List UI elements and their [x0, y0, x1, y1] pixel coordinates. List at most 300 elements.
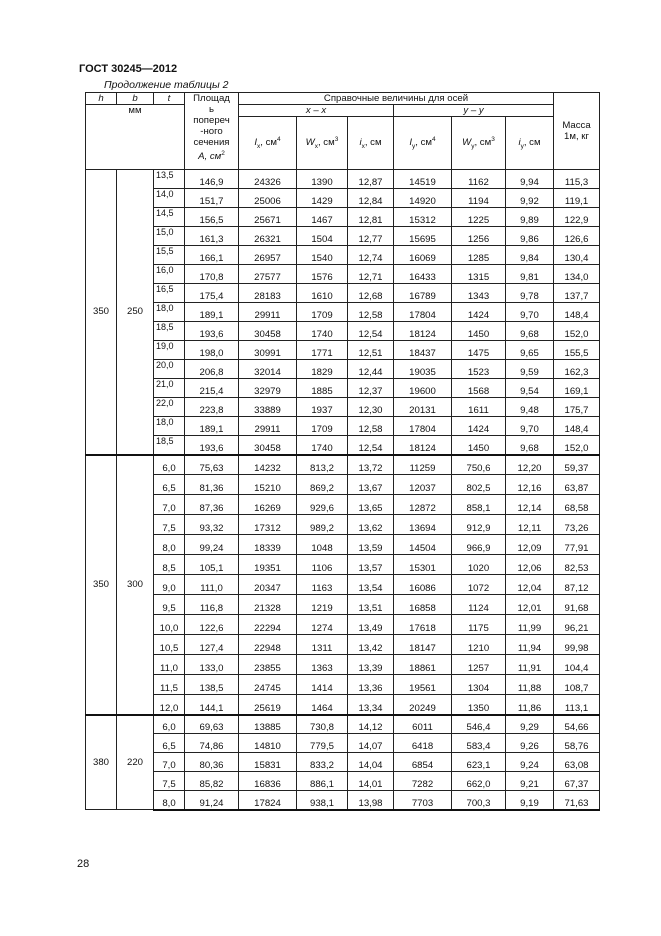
col-ry-header: $i_y$, см: [506, 117, 554, 170]
cell-wx: 1464: [297, 695, 348, 715]
cell-ix: 29911: [239, 417, 297, 436]
cell-area: 146,9: [185, 170, 239, 189]
cell-wy: 1304: [452, 675, 506, 695]
cell-t: 10,5: [154, 635, 185, 655]
cell-t: 22,0: [154, 398, 185, 417]
cell-t: 15,5: [154, 246, 185, 265]
cell-wy: 1257: [452, 655, 506, 675]
cell-wy: 1175: [452, 615, 506, 635]
cell-area: 75,63: [185, 455, 239, 475]
cell-rx: 12,37: [348, 379, 394, 398]
cell-ix: 21328: [239, 595, 297, 615]
cell-wx: 1390: [297, 170, 348, 189]
cell-wx: 1540: [297, 246, 348, 265]
cell-ry: 9,81: [506, 265, 554, 284]
cell-rx: 12,54: [348, 436, 394, 455]
cell-area: 127,4: [185, 635, 239, 655]
table-row: [86, 715, 600, 734]
cell-ix: 28183: [239, 284, 297, 303]
cell-rx: 12,71: [348, 265, 394, 284]
cell-wx: 1048: [297, 535, 348, 555]
cell-iy: 19561: [394, 675, 452, 695]
cell-mass: 99,98: [554, 635, 600, 655]
cell-rx: 13,57: [348, 555, 394, 575]
cell-t: 10,0: [154, 615, 185, 635]
col-h-header: h: [86, 93, 117, 105]
cell-rx: 13,49: [348, 615, 394, 635]
cell-ix: 32014: [239, 360, 297, 379]
cell-area: 80,36: [185, 753, 239, 772]
cell-iy: 14519: [394, 170, 452, 189]
cell-wx: 1363: [297, 655, 348, 675]
cell-ix: 14810: [239, 734, 297, 753]
cell-iy: 18147: [394, 635, 452, 655]
cell-t: 8,0: [154, 535, 185, 555]
cell-rx: 12,74: [348, 246, 394, 265]
cell-ry: 9,78: [506, 284, 554, 303]
cell-t: 21,0: [154, 379, 185, 398]
table-row: [86, 398, 600, 417]
cell-wx: 730,8: [297, 715, 348, 734]
cell-wy: 912,9: [452, 515, 506, 535]
cell-area: 99,24: [185, 535, 239, 555]
cell-rx: 14,07: [348, 734, 394, 753]
cell-area: 189,1: [185, 303, 239, 322]
cell-rx: 12,44: [348, 360, 394, 379]
col-area-header: Площад ь попереч -ного сечения А, $см^2$: [185, 93, 239, 170]
cell-wy: 1285: [452, 246, 506, 265]
cell-ix: 16269: [239, 495, 297, 515]
cell-ry: 9,84: [506, 246, 554, 265]
cell-mass: 77,91: [554, 535, 600, 555]
table-row: [86, 189, 600, 208]
table-row: [86, 417, 600, 436]
cell-rx: 14,12: [348, 715, 394, 734]
cell-wx: 929,6: [297, 495, 348, 515]
cell-rx: 13,67: [348, 475, 394, 495]
cell-mass: 169,1: [554, 379, 600, 398]
cell-area: 170,8: [185, 265, 239, 284]
table-row: [86, 615, 600, 635]
cell-t: 18,5: [154, 322, 185, 341]
col-wx-header: $W_x$, $см^3$: [297, 117, 348, 170]
cell-iy: 13694: [394, 515, 452, 535]
table-row: [86, 265, 600, 284]
cell-ix: 27577: [239, 265, 297, 284]
col-t-header: t: [154, 93, 185, 105]
cell-wy: 1162: [452, 170, 506, 189]
cell-t: 6,5: [154, 475, 185, 495]
cell-ix: 24745: [239, 675, 297, 695]
cell-rx: 12,51: [348, 341, 394, 360]
table-row: [86, 379, 600, 398]
cell-ix: 25619: [239, 695, 297, 715]
cell-iy: 18124: [394, 322, 452, 341]
cell-t: 11,5: [154, 675, 185, 695]
cell-wx: 1467: [297, 208, 348, 227]
cell-wy: 858,1: [452, 495, 506, 515]
cell-wx: 833,2: [297, 753, 348, 772]
col-b-header: b: [117, 93, 154, 105]
table-row: [86, 555, 600, 575]
cell-iy: 19035: [394, 360, 452, 379]
cell-ry: 9,68: [506, 322, 554, 341]
cell-wy: 1450: [452, 436, 506, 455]
cell-wx: 1771: [297, 341, 348, 360]
cell-ix: 29911: [239, 303, 297, 322]
cell-area: 198,0: [185, 341, 239, 360]
cell-rx: 13,59: [348, 535, 394, 555]
cell-t: 6,0: [154, 715, 185, 734]
cell-iy: 15301: [394, 555, 452, 575]
cell-ix: 30458: [239, 322, 297, 341]
cell-ry: 12,04: [506, 575, 554, 595]
cell-ry: 9,19: [506, 791, 554, 810]
cell-ix: 20347: [239, 575, 297, 595]
cell-area: 91,24: [185, 791, 239, 810]
table-row: [86, 675, 600, 695]
cell-rx: 13,72: [348, 455, 394, 475]
cell-wy: 1568: [452, 379, 506, 398]
table-row: [86, 322, 600, 341]
cell-mass: 91,68: [554, 595, 600, 615]
cell-ry: 12,20: [506, 455, 554, 475]
cell-ix: 15831: [239, 753, 297, 772]
cell-ix: 23855: [239, 655, 297, 675]
cell-mass: 152,0: [554, 322, 600, 341]
cell-wx: 779,5: [297, 734, 348, 753]
cell-t: 14,0: [154, 189, 185, 208]
table-row: [86, 303, 600, 322]
cell-t: 18,0: [154, 417, 185, 436]
cell-area: 175,4: [185, 284, 239, 303]
cell-iy: 16433: [394, 265, 452, 284]
cell-wy: 750,6: [452, 455, 506, 475]
cell-wy: 1350: [452, 695, 506, 715]
cell-t: 20,0: [154, 360, 185, 379]
cell-wx: 1885: [297, 379, 348, 398]
cell-area: 85,82: [185, 772, 239, 791]
cell-wy: 546,4: [452, 715, 506, 734]
cell-ry: 9,21: [506, 772, 554, 791]
cell-iy: 18124: [394, 436, 452, 455]
cell-ry: 12,09: [506, 535, 554, 555]
cell-iy: 11259: [394, 455, 452, 475]
cell-wy: 1424: [452, 417, 506, 436]
cell-iy: 15695: [394, 227, 452, 246]
cell-rx: 12,81: [348, 208, 394, 227]
cell-b: 250: [117, 170, 154, 455]
cell-mass: 59,37: [554, 455, 600, 475]
table-row: [86, 695, 600, 715]
cell-area: 144,1: [185, 695, 239, 715]
cell-mass: 71,63: [554, 791, 600, 810]
cell-mass: 104,4: [554, 655, 600, 675]
cell-wy: 583,4: [452, 734, 506, 753]
table-row: [86, 475, 600, 495]
cell-t: 8,0: [154, 791, 185, 810]
cell-wy: 1450: [452, 322, 506, 341]
cell-area: 215,4: [185, 379, 239, 398]
cell-wx: 1106: [297, 555, 348, 575]
cell-mass: 113,1: [554, 695, 600, 715]
cell-t: 7,5: [154, 515, 185, 535]
cell-area: 87,36: [185, 495, 239, 515]
cell-ry: 9,86: [506, 227, 554, 246]
cell-ix: 15210: [239, 475, 297, 495]
cell-ix: 16836: [239, 772, 297, 791]
cell-iy: 16069: [394, 246, 452, 265]
cell-wy: 802,5: [452, 475, 506, 495]
cell-wy: 662,0: [452, 772, 506, 791]
table-row: [86, 515, 600, 535]
table-row: [86, 360, 600, 379]
cell-wx: 1504: [297, 227, 348, 246]
cell-ry: 12,16: [506, 475, 554, 495]
cell-mass: 119,1: [554, 189, 600, 208]
table-row: [86, 495, 600, 515]
cell-wy: 1256: [452, 227, 506, 246]
cell-t: 8,5: [154, 555, 185, 575]
cell-wx: 886,1: [297, 772, 348, 791]
cell-iy: 6011: [394, 715, 452, 734]
cell-wx: 1219: [297, 595, 348, 615]
cell-area: 74,86: [185, 734, 239, 753]
cell-iy: 18437: [394, 341, 452, 360]
cell-wx: 989,2: [297, 515, 348, 535]
cell-ry: 9,70: [506, 303, 554, 322]
cell-ix: 25006: [239, 189, 297, 208]
table-body: [86, 170, 600, 810]
cell-t: 11,0: [154, 655, 185, 675]
cell-rx: 13,51: [348, 595, 394, 615]
cell-iy: 16086: [394, 575, 452, 595]
cell-t: 6,5: [154, 734, 185, 753]
cell-ry: 11,94: [506, 635, 554, 655]
cell-area: 206,8: [185, 360, 239, 379]
cell-t: 16,0: [154, 265, 185, 284]
cell-mass: 68,58: [554, 495, 600, 515]
cell-t: 16,5: [154, 284, 185, 303]
cell-area: 156,5: [185, 208, 239, 227]
cell-area: 166,1: [185, 246, 239, 265]
cell-t: 14,5: [154, 208, 185, 227]
cell-mass: 155,5: [554, 341, 600, 360]
cell-iy: 14920: [394, 189, 452, 208]
cell-mass: 58,76: [554, 734, 600, 753]
table-row: [86, 170, 600, 189]
cell-mass: 130,4: [554, 246, 600, 265]
cell-wx: 1937: [297, 398, 348, 417]
cell-mass: 54,66: [554, 715, 600, 734]
cell-rx: 13,36: [348, 675, 394, 695]
cell-iy: 12872: [394, 495, 452, 515]
cell-area: 189,1: [185, 417, 239, 436]
cell-rx: 12,58: [348, 417, 394, 436]
cell-ry: 11,99: [506, 615, 554, 635]
units-mm-header: мм: [86, 105, 185, 170]
cell-iy: 6418: [394, 734, 452, 753]
cell-iy: 7703: [394, 791, 452, 810]
cell-ry: 12,01: [506, 595, 554, 615]
cell-rx: 12,77: [348, 227, 394, 246]
table-row: [86, 341, 600, 360]
table-row: [86, 734, 600, 753]
cell-t: 9,0: [154, 575, 185, 595]
cell-ix: 32979: [239, 379, 297, 398]
cell-mass: 126,6: [554, 227, 600, 246]
cell-h: 380: [86, 715, 117, 810]
cell-ry: 9,48: [506, 398, 554, 417]
col-mass-header: Масса 1м, кг: [554, 93, 600, 170]
cell-ix: 25671: [239, 208, 297, 227]
cell-wx: 938,1: [297, 791, 348, 810]
axis-yy-header: y – y: [394, 105, 554, 117]
cell-ix: 19351: [239, 555, 297, 575]
cell-rx: 12,30: [348, 398, 394, 417]
cell-ry: 9,26: [506, 734, 554, 753]
page-number: 28: [77, 858, 90, 870]
cell-ry: 12,14: [506, 495, 554, 515]
cell-iy: 19600: [394, 379, 452, 398]
cell-iy: 16789: [394, 284, 452, 303]
table-row: [86, 436, 600, 455]
cell-rx: 13,62: [348, 515, 394, 535]
cell-ry: 9,29: [506, 715, 554, 734]
cell-mass: 87,12: [554, 575, 600, 595]
cell-ry: 9,54: [506, 379, 554, 398]
cell-wy: 1343: [452, 284, 506, 303]
cell-rx: 13,34: [348, 695, 394, 715]
cell-rx: 13,39: [348, 655, 394, 675]
cell-ix: 30991: [239, 341, 297, 360]
cell-area: 151,7: [185, 189, 239, 208]
cell-t: 7,5: [154, 772, 185, 791]
cell-area: 193,6: [185, 436, 239, 455]
cell-ry: 9,70: [506, 417, 554, 436]
cell-ix: 13885: [239, 715, 297, 734]
cell-rx: 13,65: [348, 495, 394, 515]
cell-ix: 22294: [239, 615, 297, 635]
section-properties-table: [85, 92, 600, 811]
cell-wy: 1475: [452, 341, 506, 360]
cell-t: 6,0: [154, 455, 185, 475]
cell-mass: 73,26: [554, 515, 600, 535]
cell-rx: 12,84: [348, 189, 394, 208]
cell-ix: 26957: [239, 246, 297, 265]
cell-iy: 18861: [394, 655, 452, 675]
cell-area: 69,63: [185, 715, 239, 734]
cell-wy: 1210: [452, 635, 506, 655]
cell-area: 105,1: [185, 555, 239, 575]
table-row: [86, 284, 600, 303]
cell-iy: 12037: [394, 475, 452, 495]
table-row: [86, 535, 600, 555]
cell-iy: 7282: [394, 772, 452, 791]
cell-wy: 1072: [452, 575, 506, 595]
cell-wx: 1829: [297, 360, 348, 379]
cell-iy: 15312: [394, 208, 452, 227]
cell-ix: 17312: [239, 515, 297, 535]
cell-mass: 82,53: [554, 555, 600, 575]
col-rx-header: $i_x$, см: [348, 117, 394, 170]
cell-wx: 1610: [297, 284, 348, 303]
cell-wy: 700,3: [452, 791, 506, 810]
cell-area: 122,6: [185, 615, 239, 635]
cell-ry: 12,06: [506, 555, 554, 575]
cell-ix: 26321: [239, 227, 297, 246]
cell-wy: 1020: [452, 555, 506, 575]
cell-t: 7,0: [154, 495, 185, 515]
cell-wx: 869,2: [297, 475, 348, 495]
cell-ry: 9,89: [506, 208, 554, 227]
cell-ix: 30458: [239, 436, 297, 455]
cell-ry: 11,86: [506, 695, 554, 715]
cell-wx: 1274: [297, 615, 348, 635]
cell-rx: 14,01: [348, 772, 394, 791]
cell-t: 15,0: [154, 227, 185, 246]
cell-mass: 115,3: [554, 170, 600, 189]
cell-mass: 175,7: [554, 398, 600, 417]
cell-ry: 9,94: [506, 170, 554, 189]
cell-wx: 1414: [297, 675, 348, 695]
cell-mass: 134,0: [554, 265, 600, 284]
cell-ry: 9,92: [506, 189, 554, 208]
cell-t: 12,0: [154, 695, 185, 715]
cell-ry: 11,88: [506, 675, 554, 695]
cell-wy: 966,9: [452, 535, 506, 555]
cell-area: 93,32: [185, 515, 239, 535]
cell-mass: 96,21: [554, 615, 600, 635]
cell-rx: 12,68: [348, 284, 394, 303]
cell-t: 7,0: [154, 753, 185, 772]
cell-wx: 1429: [297, 189, 348, 208]
cell-wx: 1740: [297, 436, 348, 455]
cell-wy: 1424: [452, 303, 506, 322]
cell-mass: 148,4: [554, 303, 600, 322]
cell-t: 19,0: [154, 341, 185, 360]
cell-area: 116,8: [185, 595, 239, 615]
cell-ry: 12,11: [506, 515, 554, 535]
cell-ry: 9,59: [506, 360, 554, 379]
cell-area: 193,6: [185, 322, 239, 341]
cell-wx: 1163: [297, 575, 348, 595]
cell-wx: 1311: [297, 635, 348, 655]
cell-iy: 17618: [394, 615, 452, 635]
cell-iy: 20249: [394, 695, 452, 715]
cell-wy: 1523: [452, 360, 506, 379]
cell-mass: 108,7: [554, 675, 600, 695]
cell-iy: 14504: [394, 535, 452, 555]
cell-wy: 1194: [452, 189, 506, 208]
col-iy-header: $I_y$, $см^4$: [394, 117, 452, 170]
cell-area: 138,5: [185, 675, 239, 695]
cell-rx: 12,58: [348, 303, 394, 322]
table-row: [86, 227, 600, 246]
cell-ry: 9,68: [506, 436, 554, 455]
cell-wy: 1315: [452, 265, 506, 284]
cell-area: 133,0: [185, 655, 239, 675]
table-row: [86, 595, 600, 615]
cell-h: 350: [86, 170, 117, 455]
cell-iy: 16858: [394, 595, 452, 615]
cell-rx: 14,04: [348, 753, 394, 772]
document-header: ГОСТ 30245—2012: [79, 63, 178, 75]
cell-wy: 623,1: [452, 753, 506, 772]
cell-mass: 152,0: [554, 436, 600, 455]
cell-wx: 1576: [297, 265, 348, 284]
table-row: [86, 208, 600, 227]
